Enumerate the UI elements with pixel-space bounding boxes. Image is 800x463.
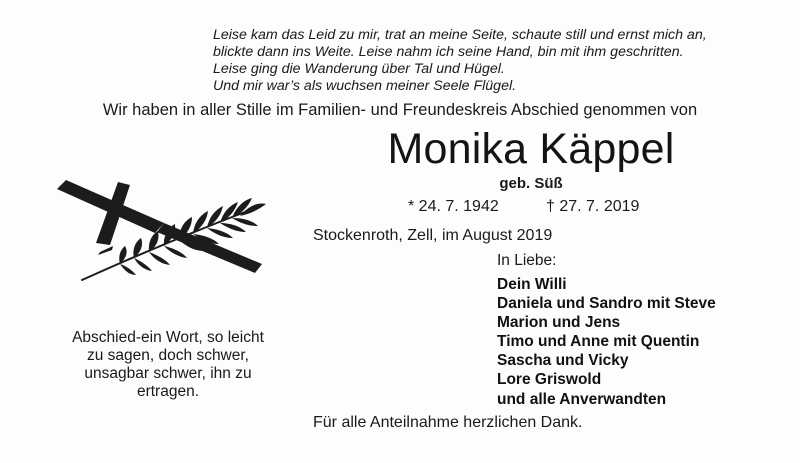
verse-line: unsagbar schwer, ihn zu xyxy=(84,365,252,382)
mourners-list xyxy=(497,275,716,409)
verse-line: Abschied-ein Wort, so leicht xyxy=(72,329,264,346)
thanks-note: Für alle Anteilnahme herzlichen Dank. xyxy=(313,414,583,431)
mourner-name: und alle Anverwandten xyxy=(497,390,667,408)
mourner-name: Daniela und Sandro mit Steve xyxy=(497,295,716,313)
poem-line: Leise ging die Wanderung über Tal und Hügel. xyxy=(213,61,505,77)
death-date: † 27. 7. 2019 xyxy=(546,198,640,215)
verse-line: ertragen. xyxy=(136,383,200,400)
maiden-name: geb. Süß xyxy=(499,175,563,192)
cross-with-palm-branch-icon xyxy=(52,180,270,290)
place-and-date: Stockenroth, Zell, im August 2019 xyxy=(313,227,553,244)
mourner-name: Sascha und Vicky xyxy=(497,352,629,370)
announcement-text: Wir haben in aller Stille im Familien- und Freundeskreis Abschied genommen von xyxy=(102,101,698,119)
mourner-name: Marion und Jens xyxy=(497,314,621,332)
farewell-verse xyxy=(58,329,278,401)
opening-poem xyxy=(213,27,773,95)
mourner-name: Dein Willi xyxy=(497,276,567,293)
birth-date: * 24. 7. 1942 xyxy=(408,198,499,215)
verse-line: zu sagen, doch schwer, xyxy=(87,347,249,364)
poem-line: blickte dann ins Weite. Leise nahm ich seine Hand, bin mit ihm geschritten. xyxy=(213,44,684,60)
poem-line: Leise kam das Leid zu mir, trat an meine Seite, schaute still und ernst mich an, xyxy=(213,27,707,43)
in-liebe-label: In Liebe: xyxy=(497,252,557,269)
mourner-name: Timo und Anne mit Quentin xyxy=(497,333,700,351)
deceased-name: Monika Käppel xyxy=(387,125,675,173)
poem-line: Und mir war’s als wuchsen meiner Seele Flügel. xyxy=(213,78,517,94)
mourner-name: Lore Griswold xyxy=(497,371,602,389)
